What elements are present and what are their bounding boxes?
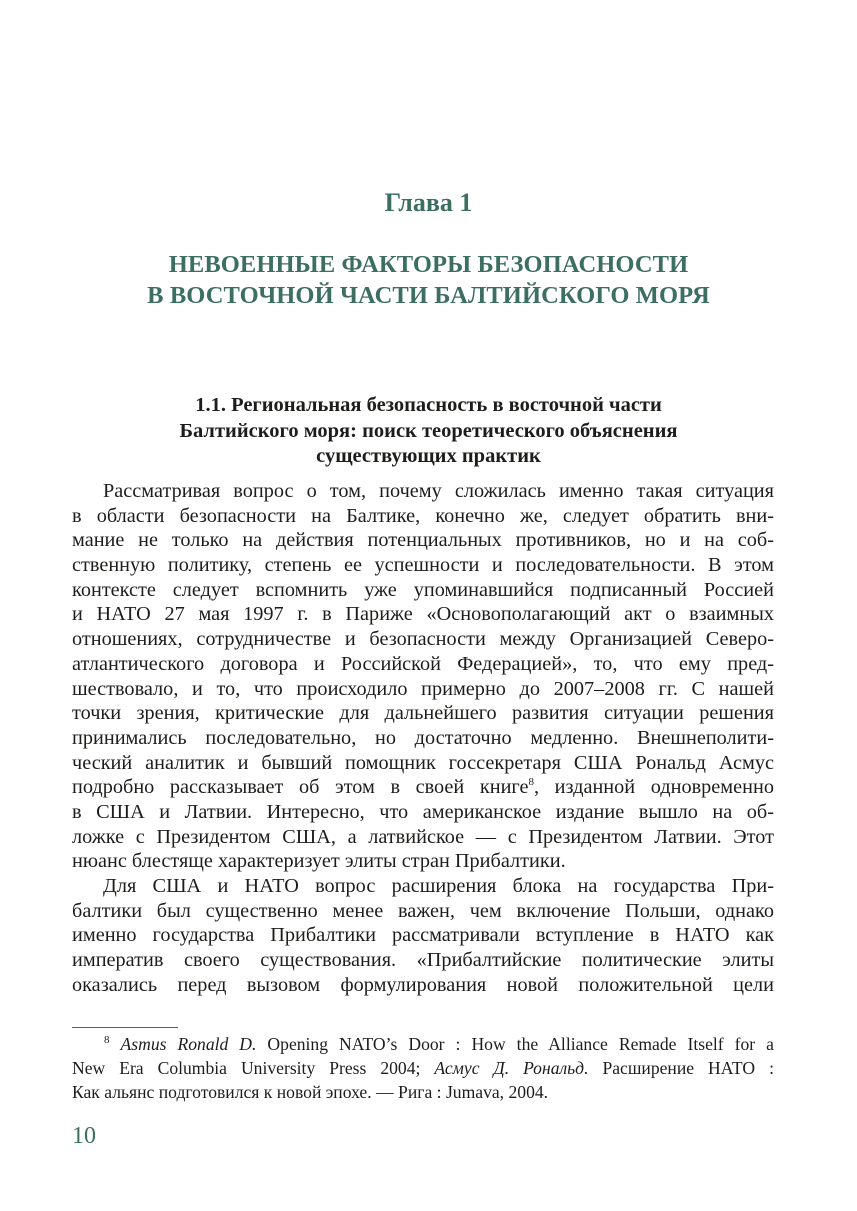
footnote xyxy=(72,1032,774,1104)
text-fragment: Расширение НАТО : xyxy=(588,1058,774,1078)
footnote-divider xyxy=(72,1027,178,1028)
text-line: императив своего существования. «Прибалтийские политические элиты xyxy=(72,949,774,972)
text-line: принимались последовательно, но достаточно медленно. Внешнеполити- xyxy=(72,726,774,749)
text-fragment: New Era Columbia University Press 2004; xyxy=(72,1058,435,1078)
text-line: ложке с Президентом США, а латвийское — с Президентом Латвии. Этот xyxy=(72,825,774,848)
text-line: шествовало, и то, что происходило примерно до 2007–2008 гг. С нашей xyxy=(72,677,774,700)
text-line: ческий аналитик и бывший помощник госсекретаря США Рональд Асмус xyxy=(72,751,774,774)
text-line: мание не только на действия потенциальных противников, но и на соб- xyxy=(72,529,774,552)
text-line: в США и Латвии. Интересно, что американское издание вышло на об- xyxy=(72,800,774,823)
text-line: нюанс блестяще характеризует элиты стран Прибалтики. xyxy=(72,850,566,873)
footnote-line: Как альянс подготовился к новой эпохе. — Рига : Jumava, 2004. xyxy=(72,1082,549,1102)
text-line: ственную политику, степень ее успешности и последовательности. В этом xyxy=(72,554,774,577)
section-title-line: 1.1. Региональная безопасность в восточной части xyxy=(195,394,662,416)
footnote-line xyxy=(72,1056,774,1080)
body-text xyxy=(72,479,774,997)
text-line: точки зрения, критические для дальнейшего развития ситуации решения xyxy=(72,702,774,725)
page-number: 10 xyxy=(72,1123,96,1149)
paragraph-2 xyxy=(72,874,774,997)
text-line: и НАТО 27 мая 1997 г. в Париже «Основополагающий акт о взаимных xyxy=(72,603,774,626)
text-line: именно государства Прибалтики рассматривали вступление в НАТО как xyxy=(72,924,774,947)
footnote-author: Асмус Д. Рональд. xyxy=(434,1058,589,1078)
text-line xyxy=(72,775,774,800)
text-line: балтики был существенно менее важен, чем включение Польши, однако xyxy=(72,899,774,922)
chapter-title-line: НЕВОЕННЫЕ ФАКТОРЫ БЕЗОПАСНОСТИ xyxy=(168,251,689,278)
text-fragment: подробно рассказывает об этом в своей книге xyxy=(72,776,529,799)
text-line: контексте следует вспомнить уже упоминавшийся подписанный Россией xyxy=(72,578,774,601)
footnote-number: 8 xyxy=(104,1034,110,1047)
section-title-line: существующих практик xyxy=(316,445,541,467)
text-fragment: , изданной одновременно xyxy=(533,776,774,799)
text-line: в области безопасности на Балтике, конечно же, следует обратить вни- xyxy=(72,504,774,527)
footnote-author: Asmus Ronald D. xyxy=(120,1034,257,1054)
text-fragment: Opening NATO’s Door : How the Alliance Remade Itself for a xyxy=(256,1034,774,1054)
chapter-title-line: В ВОСТОЧНОЙ ЧАСТИ БАЛТИЙСКОГО МОРЯ xyxy=(147,282,710,309)
chapter-title xyxy=(0,249,857,311)
section-title-line: Балтийского моря: поиск теоретического объяснения xyxy=(179,419,678,442)
footnote-ref[interactable]: 8 xyxy=(528,776,534,789)
text-line: Для США и НАТО вопрос расширения блока на государства При- xyxy=(103,875,774,897)
paragraph-1 xyxy=(72,479,774,874)
text-line: атлантического договора и Российской Федерацией», то, что ему пред- xyxy=(72,652,774,675)
footnote-line xyxy=(72,1032,774,1056)
text-line: оказались перед вызовом формулирования новой положительной цели xyxy=(72,973,774,996)
chapter-label: Глава 1 xyxy=(384,188,473,217)
text-line: Рассматривая вопрос о том, почему сложилась именно такая ситуация xyxy=(103,480,774,502)
section-title xyxy=(0,393,857,470)
text-line: отношениях, сотрудничестве и безопасности между Организацией Северо- xyxy=(72,628,774,651)
